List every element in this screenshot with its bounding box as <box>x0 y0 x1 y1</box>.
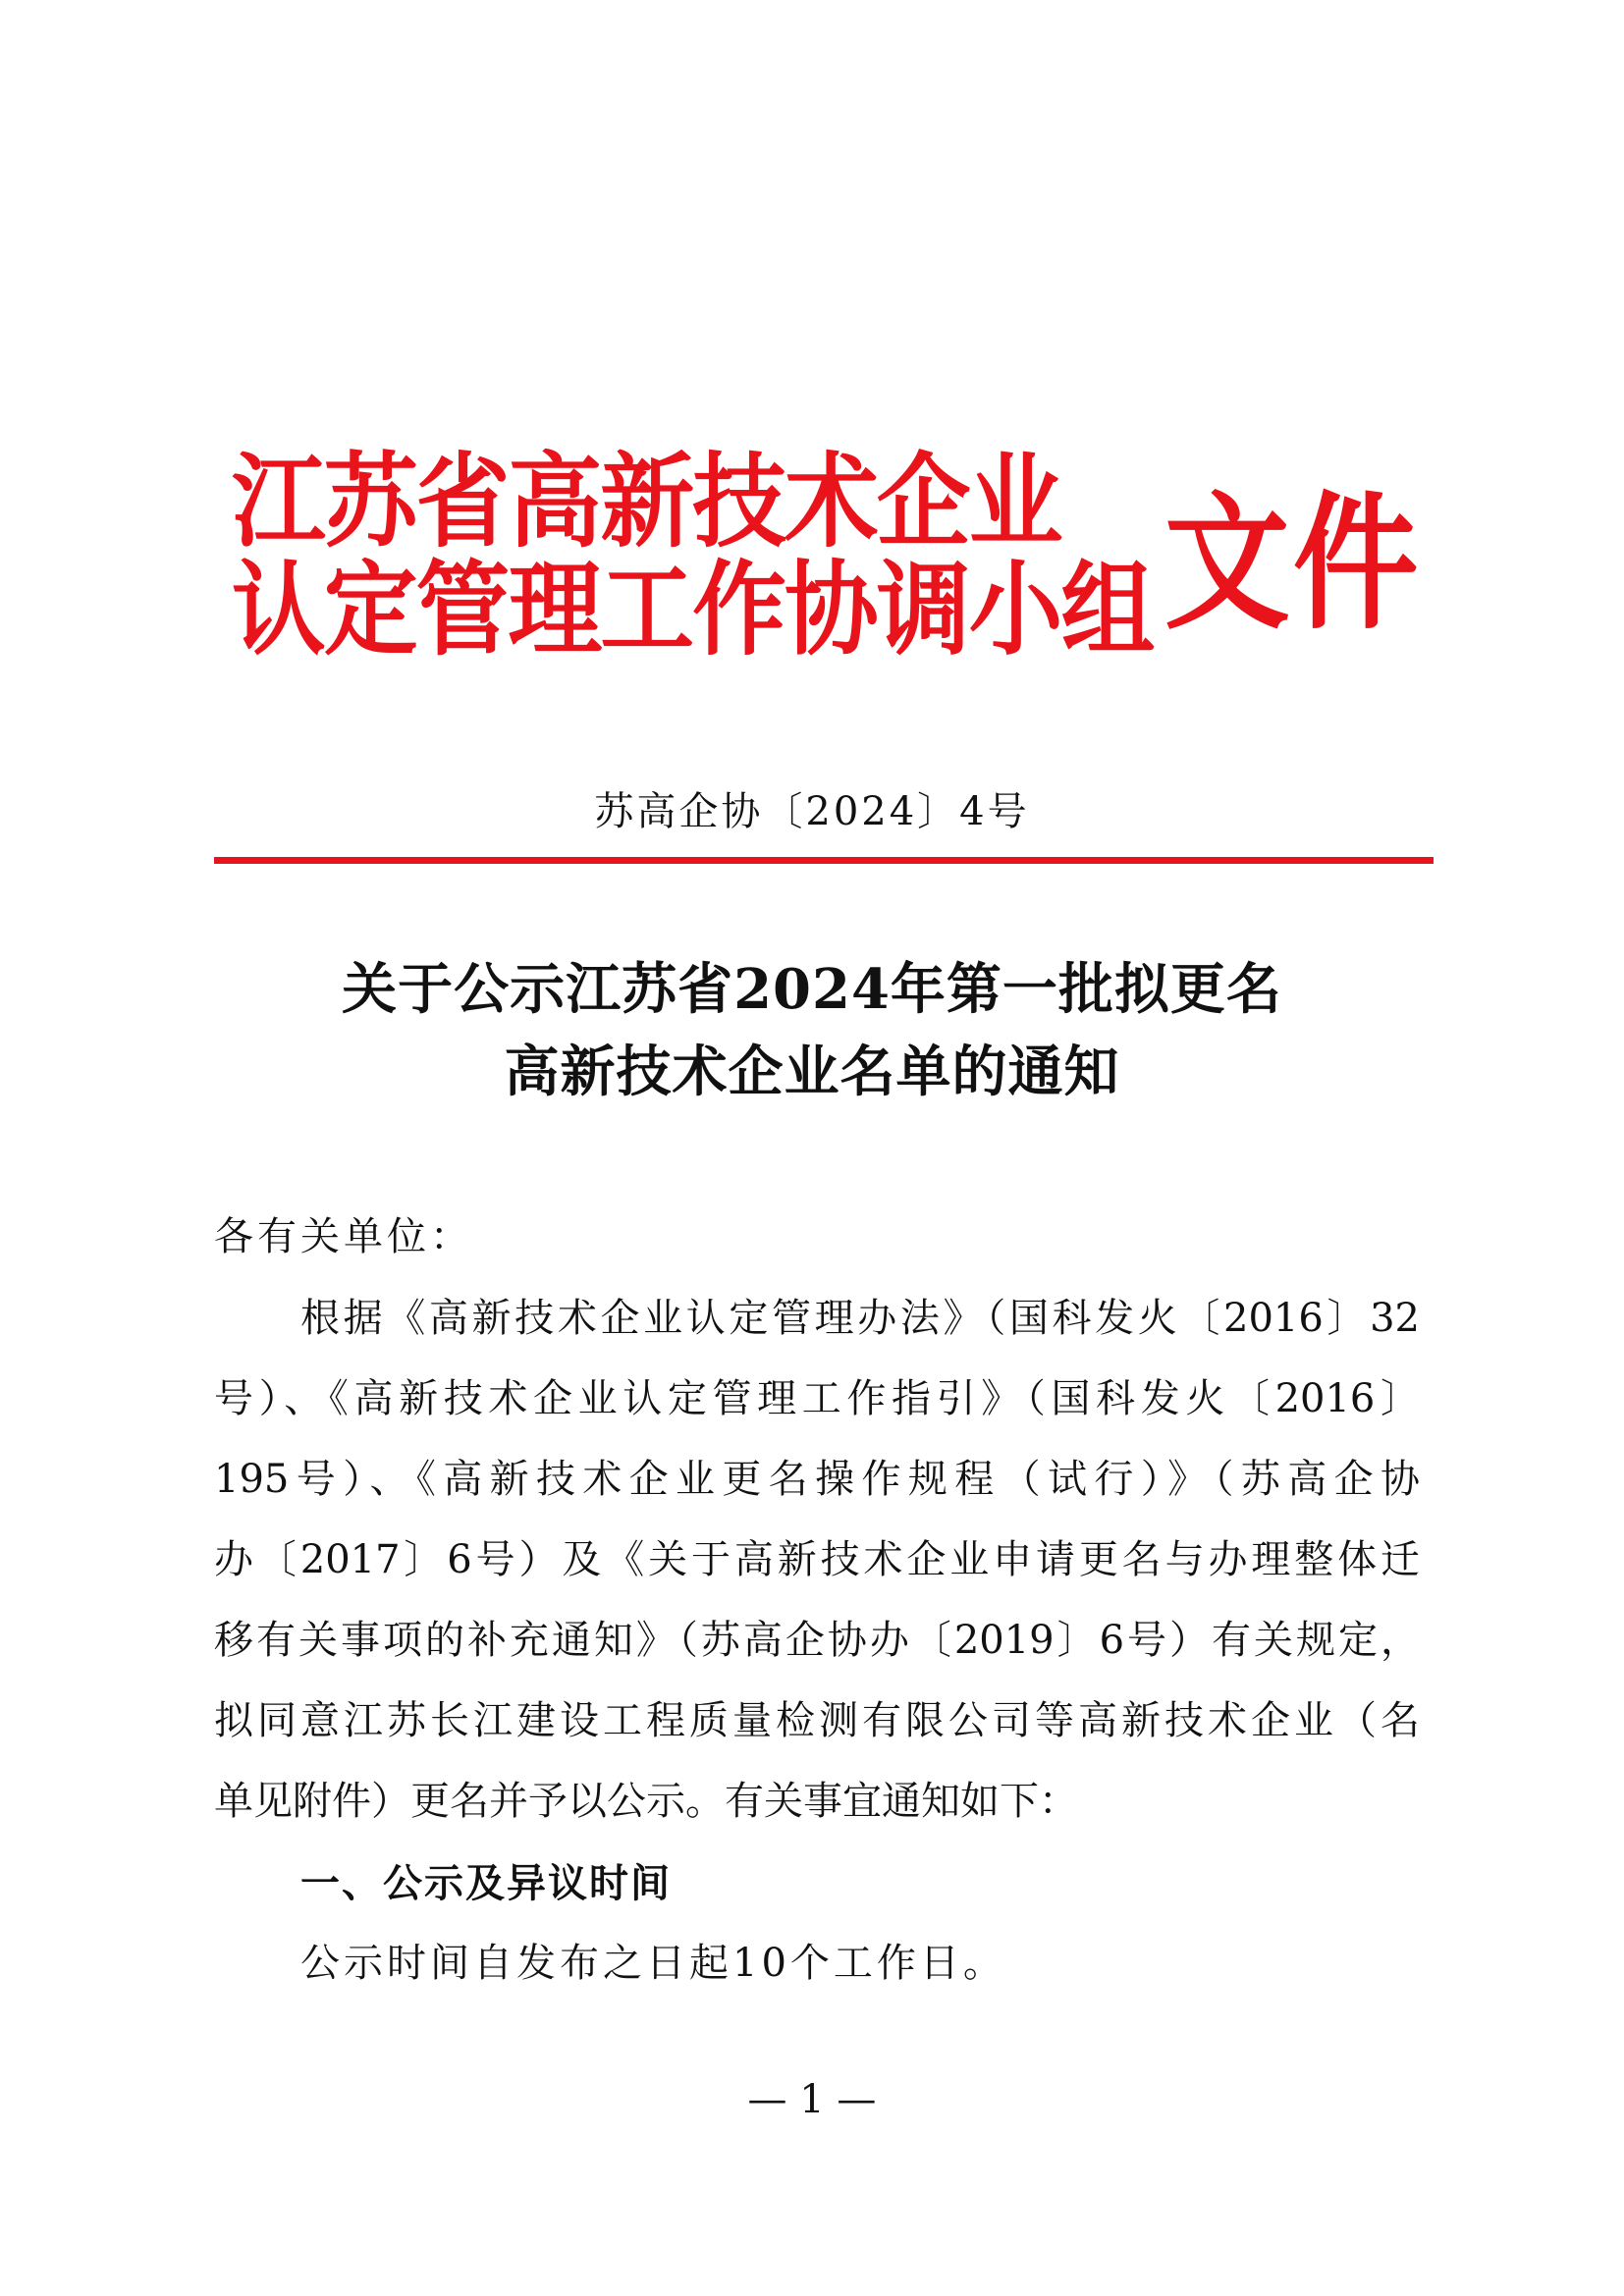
document-masthead <box>232 442 1422 683</box>
body-line: 195号）、《高新技术企业更名操作规程（试行）》（苏高企协 <box>214 1457 1420 1502</box>
document-number: 苏高企协〔2024〕4号 <box>594 789 1030 834</box>
body-line: 办〔2017〕6号）及《关于高新技术企业申请更名与办理整体迁 <box>214 1537 1420 1582</box>
body-line: 单见附件）更名并予以公示。有关事宜通知如下： <box>214 1779 1078 1824</box>
body-line: 根据《高新技术企业认定管理办法》（国科发火〔2016〕32 <box>300 1296 1420 1341</box>
red-separator-rule <box>214 857 1434 864</box>
section-text: 公示时间自发布之日起10个工作日。 <box>300 1941 1006 1986</box>
document-title-line-2: 高新技术企业名单的通知 <box>504 1040 1120 1104</box>
masthead-line-1: 江苏省高新技术企业 <box>232 442 1061 561</box>
body-line: 拟同意江苏长江建设工程质量检测有限公司等高新技术企业（名 <box>214 1698 1420 1743</box>
page-number: — 1 — <box>747 2077 877 2122</box>
document-title-line-1: 关于公示江苏省2024年第一批拟更名 <box>342 957 1282 1022</box>
masthead-line-2: 认定管理工作协调小组 <box>232 550 1154 669</box>
body-line: 号）、《高新技术企业认定管理工作指引》（国科发火〔2016〕 <box>214 1376 1420 1421</box>
section-heading: 一、公示及异议时间 <box>300 1861 672 1906</box>
masthead-suffix: 文件 <box>1164 477 1422 650</box>
salutation: 各有关单位： <box>214 1214 473 1259</box>
body-line: 移有关事项的补充通知》（苏高企协办〔2019〕6号）有关规定， <box>214 1618 1420 1663</box>
